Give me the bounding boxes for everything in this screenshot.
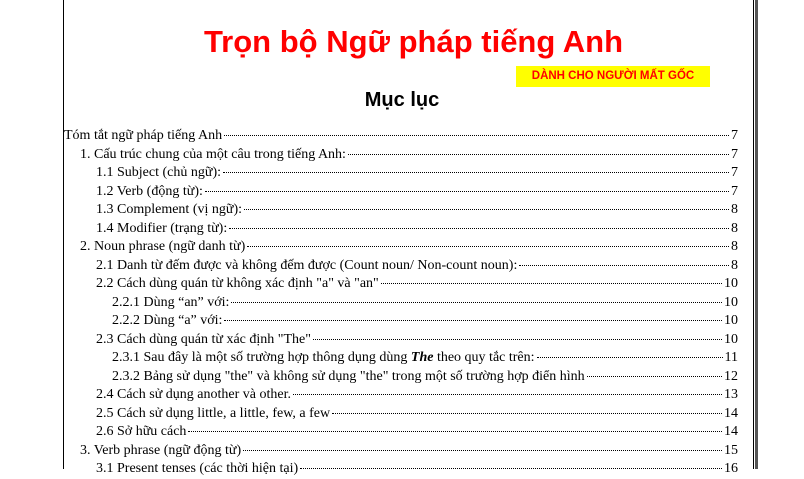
toc-entry[interactable] — [96, 332, 738, 350]
toc-entry-title: 2.3 Cách dùng quán từ xác định "The" — [96, 331, 311, 347]
toc-entry[interactable] — [80, 239, 738, 257]
scrollbar-edge — [755, 0, 758, 469]
toc-entry-page: 8 — [731, 202, 738, 217]
toc-entry[interactable] — [112, 313, 738, 331]
toc-entry-page: 15 — [724, 442, 738, 458]
toc-entry-title: 1.2 Verb (động từ): — [96, 183, 203, 199]
toc-entry[interactable] — [96, 276, 738, 294]
audience-badge: DÀNH CHO NGƯỜI MẤT GỐC — [516, 66, 710, 87]
toc-entry[interactable] — [96, 202, 738, 220]
toc-entry-title: 1. Cấu trúc chung của một câu trong tiếng Anh: — [80, 146, 346, 162]
toc-entry-page: 7 — [731, 128, 738, 143]
toc-leader-dots — [205, 191, 729, 192]
toc-leader-dots — [293, 394, 722, 395]
toc-entry-page: 12 — [724, 368, 738, 384]
toc-leader-dots — [243, 450, 722, 451]
toc-leader-dots — [244, 209, 729, 210]
toc-entry-title: 2.4 Cách sử dụng another và other. — [96, 387, 291, 402]
toc-entry-title: 2.2.2 Dùng “a” với: — [112, 313, 223, 328]
toc-leader-dots — [224, 135, 729, 136]
toc-entry-title: 2.5 Cách sử dụng little, a little, few, a few — [96, 405, 331, 421]
toc-entry[interactable] — [96, 424, 738, 442]
toc-entry-title — [112, 350, 535, 366]
toc-entry-page: 11 — [724, 350, 738, 365]
toc-entry[interactable] — [96, 461, 738, 479]
toc-entry[interactable] — [96, 184, 738, 202]
toc-entry-page: 10 — [724, 313, 738, 328]
toc-entry-title: 3. Verb phrase (ngữ động từ) — [80, 442, 242, 458]
toc-leader-dots — [519, 265, 729, 266]
toc-entry-page: 16 — [724, 461, 738, 476]
toc-entry-page: 10 — [724, 331, 738, 347]
toc-entry-title: 2. Noun phrase (ngữ danh từ) — [80, 239, 246, 254]
toc-entry-title: 1.4 Modifier (trạng từ): — [96, 220, 228, 236]
toc-leader-dots — [224, 320, 722, 321]
toc-entry-title: 2.3.2 Bảng sử dụng "the" và không sử dụng "the" trong một số trường hợp điển hình — [112, 368, 585, 384]
toc-entry-page: 13 — [724, 387, 738, 402]
toc-leader-dots — [247, 246, 729, 247]
toc-entry-page: 8 — [731, 239, 738, 254]
toc-entry-title: 2.2.1 Dùng “an” với: — [112, 294, 230, 310]
toc-entry-page: 10 — [724, 294, 738, 310]
toc-entry[interactable] — [96, 258, 738, 276]
toc-entry[interactable] — [112, 369, 738, 387]
toc-entry[interactable] — [80, 147, 738, 165]
toc-entry[interactable] — [80, 443, 738, 461]
toc-entry[interactable] — [96, 165, 738, 183]
toc-leader-dots — [537, 357, 723, 358]
toc-leader-dots — [188, 431, 722, 432]
document-title: Trọn bộ Ngữ pháp tiếng Anh — [203, 24, 624, 59]
toc-entry-page: 14 — [724, 424, 738, 439]
toc-entry-title: 1.3 Complement (vị ngữ): — [96, 202, 243, 217]
toc-entry[interactable] — [96, 221, 738, 239]
toc-entry-title: 1.1 Subject (chủ ngữ): — [96, 165, 222, 180]
toc-entry[interactable] — [112, 350, 738, 368]
toc-entry-page: 7 — [731, 146, 738, 162]
toc-entry[interactable] — [64, 128, 738, 146]
toc-entry-page: 8 — [731, 257, 738, 273]
toc-leader-dots — [313, 339, 722, 340]
toc-entry[interactable] — [96, 406, 738, 424]
toc-entry-title-start: 2.3.1 Sau đây là một số trường hợp thông dụng dùng — [112, 350, 411, 365]
toc-heading: Mục lục — [364, 89, 440, 111]
toc-leader-dots — [332, 413, 722, 414]
toc-entry-title: 2.1 Danh từ đếm được và không đếm được (Count noun/ Non-count noun): — [96, 257, 518, 273]
toc-entry-title: 2.2 Cách dùng quán từ không xác định "a" và "an" — [96, 276, 379, 291]
toc-entry-page: 7 — [731, 183, 738, 199]
toc-entry-page: 10 — [724, 276, 738, 291]
toc-entry-title: Tóm tắt ngữ pháp tiếng Anh — [64, 128, 223, 143]
toc-leader-dots — [348, 154, 729, 155]
toc-entry[interactable] — [112, 295, 738, 313]
toc-leader-dots — [381, 283, 722, 284]
toc-leader-dots — [223, 172, 729, 173]
toc-entry-page: 14 — [724, 405, 738, 421]
toc-leader-dots — [231, 302, 722, 303]
toc-entry-title-emphasis: The — [410, 350, 434, 365]
toc-entry[interactable] — [96, 387, 738, 405]
toc-entry-title-end: theo quy tắc trên: — [433, 350, 535, 365]
toc-entry-title: 3.1 Present tenses (các thời hiện tại) — [96, 461, 299, 476]
toc-entry-page: 8 — [731, 220, 738, 236]
toc-leader-dots — [229, 228, 729, 229]
toc-leader-dots — [587, 376, 722, 377]
toc-entry-title: 2.6 Sở hữu cách — [96, 424, 187, 439]
toc-entry-page: 7 — [731, 165, 738, 180]
